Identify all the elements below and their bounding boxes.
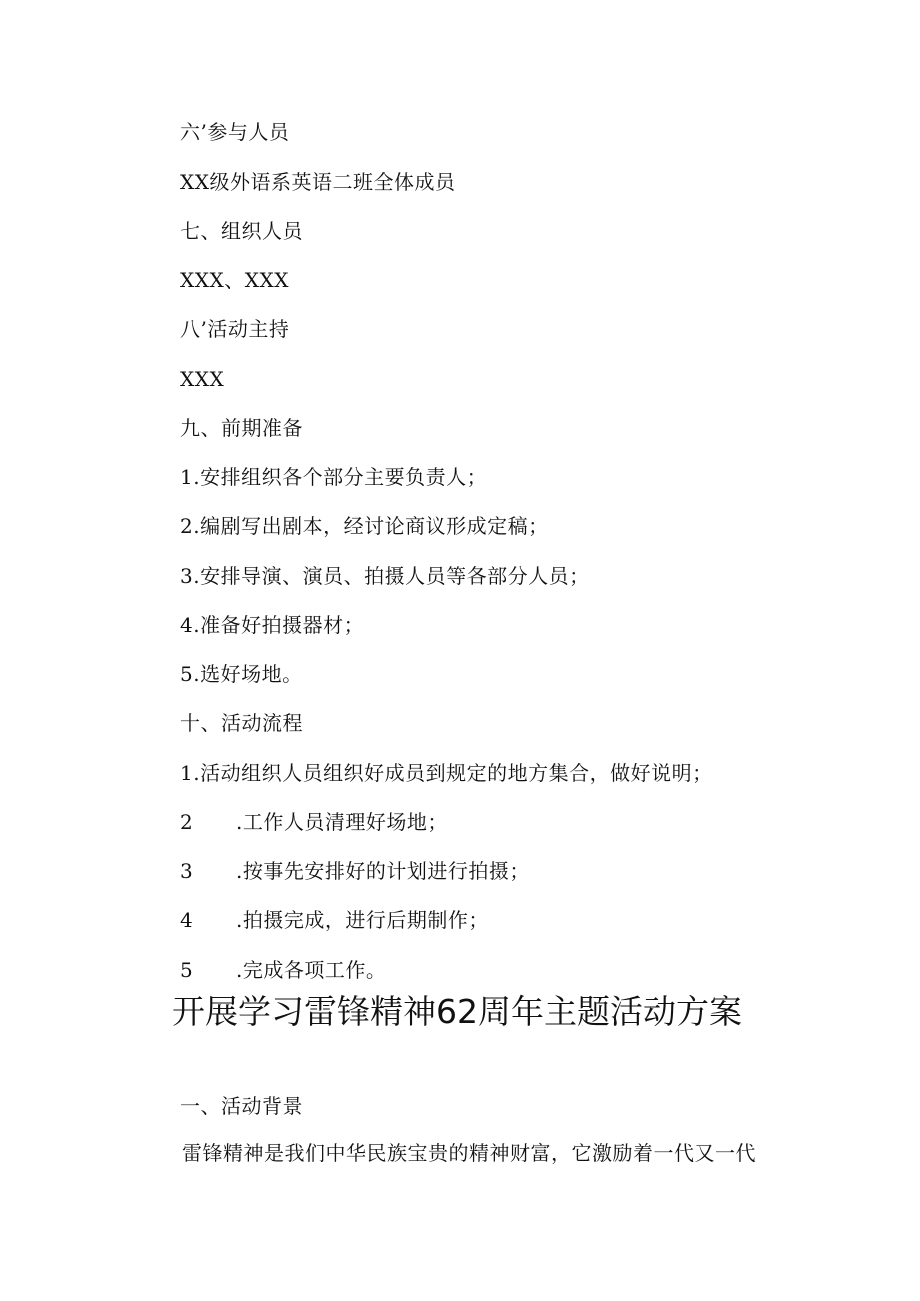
organizers-heading: 七、组织人员	[180, 219, 303, 243]
flow-item	[180, 906, 489, 934]
flow-item-text: .工作人员清理好场地；	[236, 810, 448, 834]
prep-item-number: 2	[180, 514, 194, 538]
prep-item-number: 1	[180, 465, 194, 489]
prep-item-text: .选好场地。	[193, 662, 303, 686]
flow-item-text: .按事先安排好的计划进行拍摄；	[236, 859, 530, 883]
prep-item	[180, 611, 364, 639]
prep-item	[180, 512, 549, 540]
flow-item-text: .完成各项工作。	[236, 958, 387, 982]
prep-item-text: .安排导演、演员、拍摄人员等各部分人员；	[193, 564, 590, 588]
flow-item	[180, 857, 530, 885]
flow-item-number: 4	[180, 908, 194, 932]
flow-item	[180, 956, 386, 984]
flow-item-number: 5	[180, 958, 194, 982]
flow-item-number: 3	[180, 859, 194, 883]
flow-item	[180, 759, 713, 787]
prep-item-number: 3	[180, 564, 194, 588]
flow-item-number: 2	[180, 810, 194, 834]
prep-item-text: .编剧写出剧本，经讨论商议形成定稿；	[193, 514, 549, 538]
flow-item-text: .拍摄完成，进行后期制作；	[236, 908, 489, 932]
prep-item-text: .安排组织各个部分主要负责人；	[193, 465, 488, 489]
background-text: 雷锋精神是我们中华民族宝贵的精神财富，它激励着一代又一代	[182, 1141, 756, 1165]
host-text: XXX	[180, 367, 225, 391]
prep-item-number: 5	[180, 662, 194, 686]
prep-heading: 九、前期准备	[180, 416, 303, 440]
flow-heading: 十、活动流程	[180, 711, 303, 735]
participants-heading: 六’参与人员	[180, 120, 290, 144]
prep-item	[180, 463, 487, 491]
flow-item-text: .活动组织人员组织好成员到规定的地方集合，做好说明；	[193, 761, 713, 785]
flow-item	[180, 808, 448, 836]
flow-item-number: 1	[180, 761, 194, 785]
host-heading: 八’活动主持	[180, 317, 290, 341]
prep-item	[180, 660, 303, 688]
prep-item	[180, 562, 590, 590]
prep-item-number: 4	[180, 613, 194, 637]
background-heading: 一、活动背景	[180, 1094, 303, 1118]
document-title: 开展学习雷锋精神62周年主题活动方案	[172, 992, 742, 1031]
participants-text: XX级外语系英语二班全体成员	[180, 170, 456, 194]
prep-item-text: .准备好拍摄器材；	[193, 613, 365, 637]
organizers-text: XXX、XXX	[180, 268, 289, 292]
